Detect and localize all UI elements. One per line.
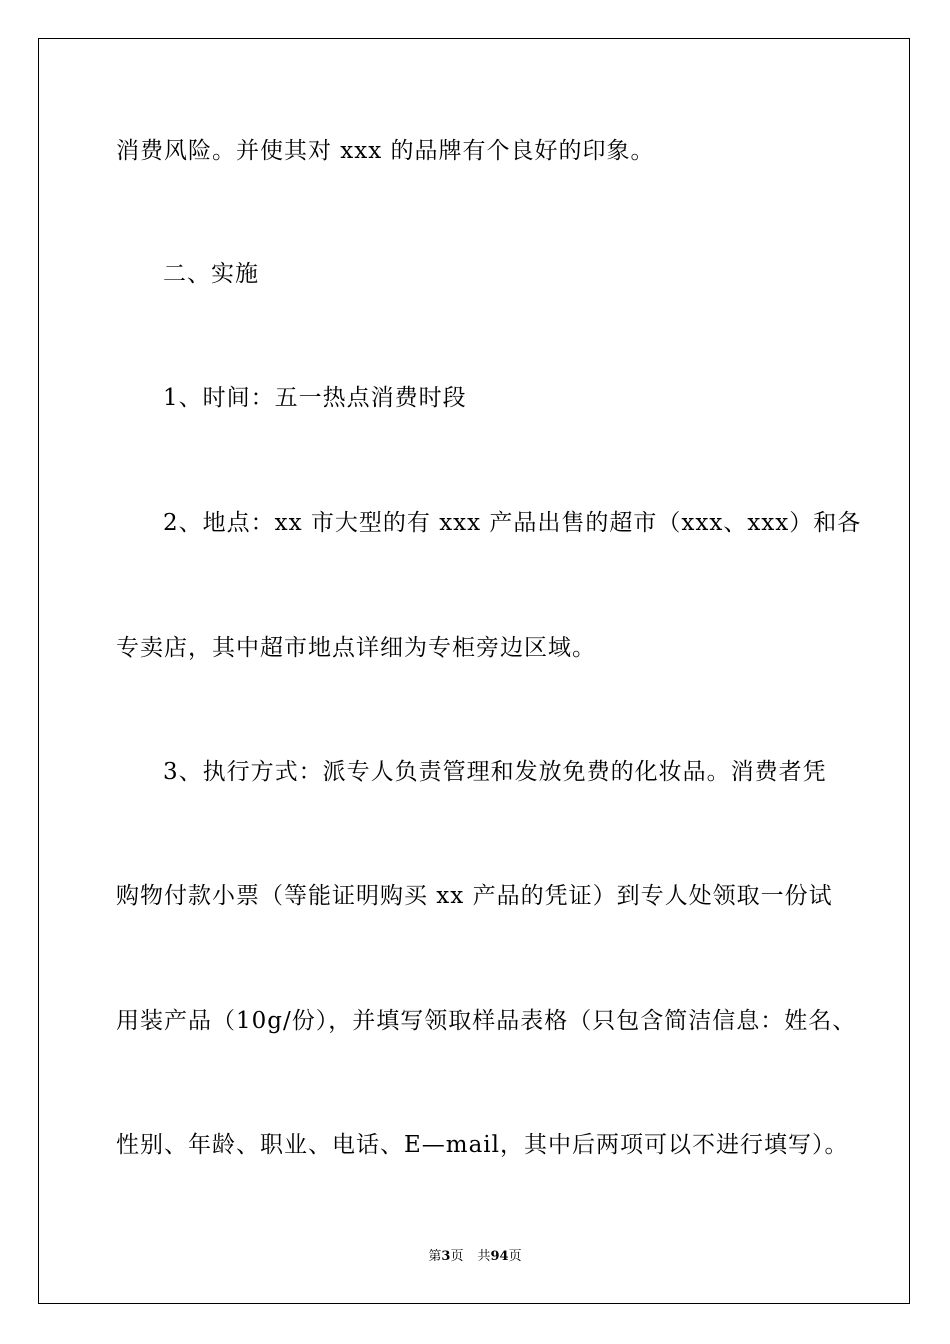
page-border: [38, 38, 910, 1304]
footer-total-pages: 94: [490, 1249, 509, 1264]
body-line-execution-cont-3: 性别、年龄、职业、电话、E—mail，其中后两项可以不进行填写）。: [116, 1132, 849, 1158]
footer-total-suffix: 页: [508, 1249, 522, 1264]
footer-page-prefix: 第: [428, 1249, 442, 1264]
section-heading-implementation: 二、实施: [163, 261, 259, 287]
item-execution: 3、执行方式：派专人负责管理和发放免费的化妆品。消费者凭: [163, 759, 827, 785]
body-line-execution-cont-2: 用装产品（10g/份），并填写领取样品表格（只包含简洁信息：姓名、: [116, 1008, 857, 1034]
page-footer: [0, 1248, 950, 1266]
footer-page-suffix: 页: [450, 1249, 464, 1264]
footer-total-prefix: 共: [477, 1249, 491, 1264]
body-line-1: 消费风险。并使其对 xxx 的品牌有个良好的印象。: [116, 138, 655, 164]
item-location: 2、地点：xx 市大型的有 xxx 产品出售的超市（xxx、xxx）和各: [163, 510, 862, 536]
footer-page-number: 3: [441, 1249, 451, 1264]
body-line-location-cont: 专卖店，其中超市地点详细为专柜旁边区域。: [116, 635, 596, 661]
item-time: 1、时间：五一热点消费时段: [163, 385, 467, 411]
body-line-execution-cont-1: 购物付款小票（等能证明购买 xx 产品的凭证）到专人处领取一份试: [116, 883, 833, 909]
